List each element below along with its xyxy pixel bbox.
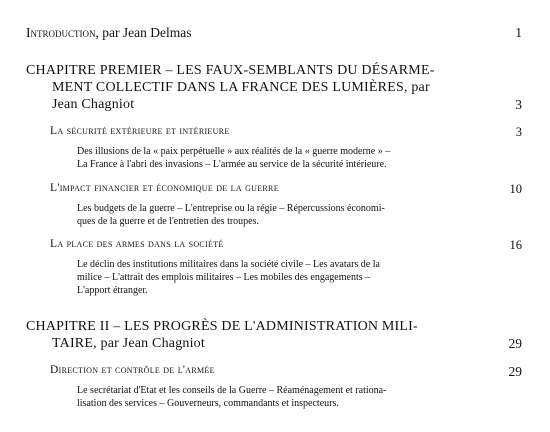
- section-direction-description: [77, 384, 492, 410]
- introduction-author: , par Jean Delmas: [95, 25, 192, 40]
- toc-section-securite[interactable]: La sécurité extérieure et intérieure: [50, 125, 230, 137]
- toc-entry-chapter-2[interactable]: [26, 318, 496, 352]
- toc-entry-chapter-1[interactable]: [26, 62, 496, 113]
- description-line: Le secrétariat d'Etat et les conseils de la Guerre – Réaménagement et rationa-: [77, 385, 387, 396]
- description-line: Les budgets de la guerre – L'entreprise ou la régie – Répercussions économi-: [77, 203, 385, 214]
- section-securite-page-number: 3: [515, 125, 522, 139]
- description-line: milice – L'attrait des emplois militaires – Les mobiles des engagements –: [77, 272, 371, 283]
- toc-section-impact[interactable]: L'impact financier et économique de la guerre: [50, 182, 279, 194]
- section-place-des-armes-page-number: 16: [509, 238, 522, 252]
- description-line: lisation des services – Gouverneurs, commandants et inspecteurs.: [77, 398, 339, 409]
- toc-entry-introduction[interactable]: [26, 25, 191, 41]
- description-line: Le déclin des institutions militaires dans la société civile – Les avatars de la: [77, 259, 380, 270]
- chapter-1-page-number: 3: [515, 97, 522, 112]
- chapter-2-title-line-2: TAIRE, par Jean Chagniot: [52, 336, 205, 351]
- section-direction-page-number: 29: [508, 364, 522, 379]
- section-impact-page-number: 10: [509, 182, 522, 196]
- toc-section-direction[interactable]: Direction et contrôle de l'armée: [50, 364, 215, 376]
- chapter-1-title-line-2: MENT COLLECTIF DANS LA FRANCE DES LUMIÈRES, par: [52, 80, 430, 95]
- introduction-page-number: 1: [515, 25, 522, 40]
- chapter-2-page-number: 29: [508, 336, 522, 351]
- description-line: L'apport étranger.: [77, 285, 148, 296]
- introduction-title: Introduction: [26, 25, 96, 40]
- section-place-des-armes-description: [77, 258, 492, 297]
- section-securite-description: [77, 145, 492, 171]
- chapter-1-title-line-1: CHAPITRE PREMIER – LES FAUX-SEMBLANTS DU DÉSARME-: [26, 63, 435, 78]
- description-line: Des illusions de la « paix perpétuelle » aux réalités de la « guerre moderne » –: [77, 146, 391, 157]
- section-impact-description: [77, 202, 492, 228]
- description-line: La France à l'abri des invasions – L'armée au service de la sécurité intérieure.: [77, 159, 387, 170]
- chapter-2-title-line-1: CHAPITRE II – LES PROGRÈS DE L'ADMINISTRATION MILI-: [26, 319, 418, 334]
- description-line: ques de la guerre et de l'entretien des troupes.: [77, 216, 260, 227]
- toc-section-place-des-armes[interactable]: La place des armes dans la société: [50, 238, 224, 250]
- chapter-1-author: Jean Chagniot: [52, 97, 135, 112]
